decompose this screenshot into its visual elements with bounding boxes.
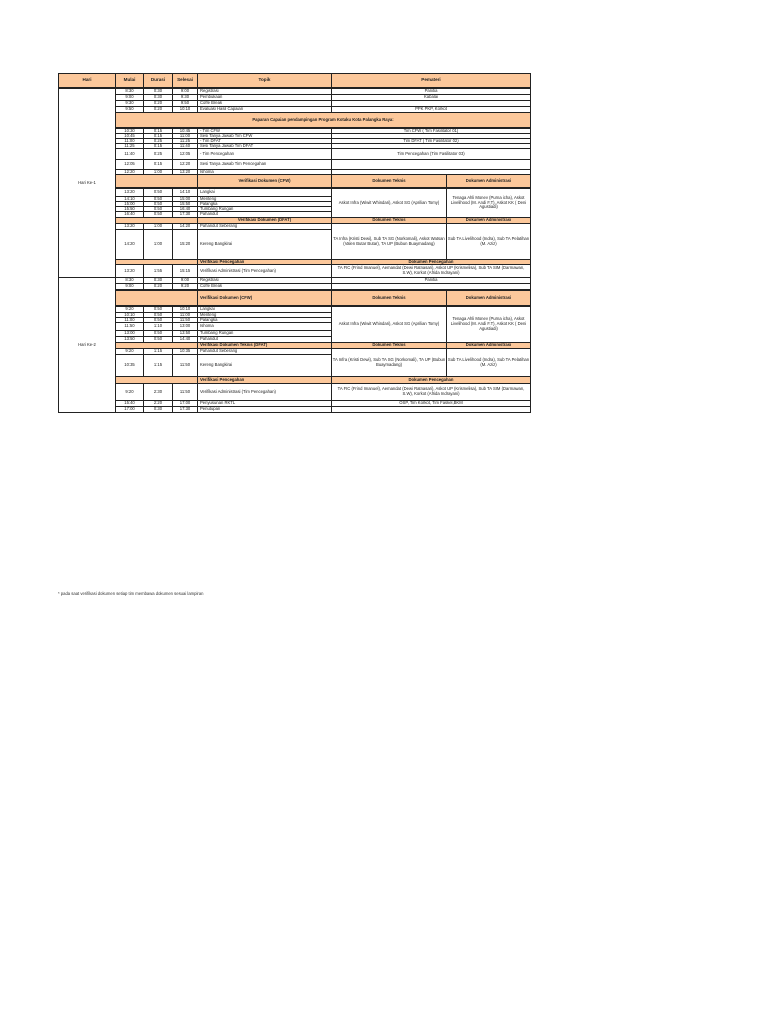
row-durasi: 1:00 <box>143 169 173 175</box>
row-mulai: 10:10 <box>115 312 144 318</box>
row-mulai: 13:20 <box>115 264 144 278</box>
row-durasi: 0:30 <box>143 88 173 95</box>
row-topik: Pahandut <box>197 211 332 218</box>
row-durasi: 0:50 <box>143 196 173 202</box>
row-selesai: 14:10 <box>172 188 198 197</box>
row-selesai: 16:40 <box>172 206 198 212</box>
row-selesai: 13:20 <box>172 169 198 175</box>
row-selesai: 12:20 <box>172 159 198 170</box>
row-selesai: 11:50 <box>172 317 198 323</box>
row-selesai: 15:20 <box>172 229 198 260</box>
pemateri-cell: Panitia <box>331 277 531 284</box>
row-selesai: 11:00 <box>172 133 198 139</box>
row-durasi: 0:50 <box>143 312 173 318</box>
teknis-title: Dokumen Teknis <box>331 342 447 349</box>
row-selesai: 12:05 <box>172 148 198 160</box>
row-durasi: 1:00 <box>143 223 173 230</box>
section-cfw: Verifikasi Dokumen (CFW) <box>197 290 332 306</box>
row-durasi: 0:50 <box>143 317 173 323</box>
row-topik: Verifikasi Administrasi (Tim Pencegahan) <box>197 383 332 401</box>
pemateri-cell: Tim CFW ( Tim Fasilitator 01) <box>331 128 531 134</box>
row-mulai: 9:30 <box>115 100 144 107</box>
row-durasi: 1:15 <box>143 354 173 377</box>
row-durasi: 2:30 <box>143 383 173 401</box>
row-mulai: 17:00 <box>115 406 144 413</box>
teknis-title: Dokumen Teknis <box>331 290 447 306</box>
row-selesai: 10:35 <box>172 348 198 355</box>
row-topik: Kereng Bangkirai <box>197 354 332 377</box>
row-topik: - Tim Pencegahan <box>197 148 332 160</box>
header-topik: Topik <box>197 73 332 88</box>
admin-title: Dokumen Administrasi <box>446 217 531 224</box>
header-mulai: Mulai <box>115 73 144 88</box>
row-topik: Ishoma <box>197 322 332 331</box>
admin-cell: Tenaga Ahli Monev (Purna icha), Askot Livelihood (M. Andi F.T), Askot KK ( Deni Agustiadi) <box>446 306 531 343</box>
pemateri-cell: Tim DFAT ( Tim Fasilitator 02) <box>331 138 531 144</box>
row-selesai: 9:50 <box>172 100 198 107</box>
row-topik: - Tim CFW <box>197 128 332 134</box>
row-mulai: 11:00 <box>115 317 144 323</box>
section-dfat: Verifikasi Dokumen (DFAT) <box>197 217 332 224</box>
row-topik: Penyusunan RKTL <box>197 400 332 407</box>
pemateri-cell <box>331 406 531 413</box>
admin-title: Dokumen Administrasi <box>446 290 531 306</box>
row-mulai: 11:00 <box>115 138 144 144</box>
row-durasi: 0:25 <box>143 148 173 160</box>
row-durasi: 1:00 <box>143 229 173 260</box>
header-pemateri: Pemateri <box>331 73 531 88</box>
row-selesai: 13:50 <box>172 330 198 337</box>
row-mulai: 10:45 <box>115 133 144 139</box>
row-durasi: 2:20 <box>143 400 173 407</box>
row-durasi: 0:25 <box>143 138 173 144</box>
row-topik: - Tim DFAT <box>197 138 332 144</box>
row-mulai: 9:20 <box>115 306 144 313</box>
row-selesai: 17:30 <box>172 406 198 413</box>
row-durasi: 0:30 <box>143 94 173 101</box>
row-selesai: 11:50 <box>172 354 198 377</box>
row-mulai: 9:00 <box>115 94 144 101</box>
row-durasi: 0:50 <box>143 211 173 218</box>
pemateri-cell: PPK PKP, Korkot <box>331 106 531 113</box>
row-topik: Pembukaan <box>197 94 332 101</box>
row-mulai: 9:50 <box>115 106 144 113</box>
row-mulai: 15:00 <box>115 201 144 207</box>
admin-cell: Tenaga Ahli Monev (Purna icha), Askot Livelihood (M. Andi F.T), Askot KK ( Deni Agustiadi) <box>446 188 531 218</box>
row-durasi: 1:55 <box>143 264 173 278</box>
pemateri-cell: Tim Pencegahan (Tim Fasilitator 03) <box>331 148 531 160</box>
row-topik: Verifikasi Administrasi (Tim Pencegahan) <box>197 264 332 278</box>
row-durasi: 0:20 <box>143 106 173 113</box>
row-durasi: 1:10 <box>143 322 173 331</box>
section-blank <box>115 174 198 188</box>
row-selesai: 10:10 <box>172 306 198 313</box>
pemateri-cell: OSP, Tim Korkot, Tim Faskel,BKM <box>331 400 531 407</box>
header-selesai: Selesai <box>172 73 198 88</box>
row-durasi: 0:50 <box>143 330 173 337</box>
row-mulai: 15:50 <box>115 206 144 212</box>
row-topik: Ishoma <box>197 169 332 175</box>
day-label: Hari Ke-2 <box>58 277 116 413</box>
row-durasi: 0:50 <box>143 188 173 197</box>
row-topik: Coffe Break <box>197 100 332 107</box>
admin-cell: Sub TA Livelihood (Indra), Sub TA Pelatihan (M. Aziz) <box>446 348 531 377</box>
header-durasi: Durasi <box>143 73 173 88</box>
section-paparan: Paparan Capaian pendampingan Program Kotaku Kota Palangka Raya: <box>115 112 531 128</box>
row-selesai: 11:40 <box>172 143 198 149</box>
row-selesai: 10:45 <box>172 128 198 134</box>
row-durasi: 0:20 <box>143 283 173 290</box>
row-selesai: 9:20 <box>172 283 198 290</box>
row-durasi: 0:50 <box>143 206 173 212</box>
row-durasi: 0:15 <box>143 133 173 139</box>
row-selesai: 14:40 <box>172 336 198 343</box>
row-selesai: 17:30 <box>172 211 198 218</box>
row-selesai: 11:50 <box>172 383 198 401</box>
row-selesai: 9:00 <box>172 277 198 284</box>
row-mulai: 14:20 <box>115 229 144 260</box>
row-mulai: 13:20 <box>115 223 144 230</box>
row-topik: Menteng <box>197 312 332 318</box>
row-selesai: 13:00 <box>172 322 198 331</box>
day-label: Hari Ke-1 <box>58 88 116 278</box>
section-dfat: Verifikasi Dokumen Teknis (DFAT) <box>197 342 332 349</box>
row-selesai: 9:30 <box>172 94 198 101</box>
row-mulai: 9:00 <box>115 283 144 290</box>
dokumen-pencegahan-title: Dokumen Pencegahan <box>331 376 531 384</box>
row-topik: Kereng Bangkirai <box>197 229 332 260</box>
row-mulai: 13:50 <box>115 336 144 343</box>
row-selesai: 17:00 <box>172 400 198 407</box>
row-topik: Tumbang Rungan <box>197 330 332 337</box>
row-durasi: 1:15 <box>143 348 173 355</box>
footnote: * pada saat verifikasi dokumen setiap tim membawa dokumen sesuai lampiran <box>58 591 204 596</box>
row-mulai: 14:10 <box>115 196 144 202</box>
row-mulai: 15:40 <box>115 400 144 407</box>
row-topik: Menteng <box>197 196 332 202</box>
row-topik: Coffe Break <box>197 283 332 290</box>
admin-cell: Sub TA Livelihood (Indra), Sub TA Pelatihan (M. Aziz) <box>446 223 531 260</box>
row-selesai: 11:25 <box>172 138 198 144</box>
teknis-cell: Askot Infra (Wiwit Whindari), Askot SG (Aprilian Tomy) <box>331 306 447 343</box>
row-topik: Pahandut <box>197 336 332 343</box>
row-mulai: 11:40 <box>115 148 144 160</box>
row-mulai: 8:30 <box>115 277 144 284</box>
row-mulai: 12:05 <box>115 159 144 170</box>
row-topik: Sesi Tanya Jawab Tim CFW <box>197 133 332 139</box>
pemateri-cell: TA FIC (Frind Imanuel), Aemandat (Dewi Ratnasari), Askot UP (Krismelisa), Sub TA SIM (Darmawan, S.W), Korkot (Afrida Indrayani) <box>331 264 531 278</box>
row-selesai: 15:50 <box>172 201 198 207</box>
row-durasi: 0:50 <box>143 336 173 343</box>
row-mulai: 12:20 <box>115 169 144 175</box>
row-selesai: 9:00 <box>172 88 198 95</box>
section-pencegahan: Verifikasi Pencegahan <box>197 376 332 384</box>
row-mulai: 13:00 <box>115 330 144 337</box>
row-topik: Palangka <box>197 201 332 207</box>
row-durasi: 0:50 <box>143 306 173 313</box>
row-mulai: 9:20 <box>115 383 144 401</box>
row-mulai: 16:40 <box>115 211 144 218</box>
row-durasi: 0:30 <box>143 277 173 284</box>
section-blank <box>115 290 198 306</box>
teknis-cell: TA Infra (Kristi Dewi), Sub TA SG (Norkomali), TA UP (Bubun Buaymadang) <box>331 348 447 377</box>
row-topik: Registrasi <box>197 88 332 95</box>
pemateri-cell <box>331 283 531 290</box>
row-topik: Sesi Tanya Jawab Tim Pencegahan <box>197 159 332 170</box>
teknis-title: Dokumen Teknis <box>331 174 447 188</box>
row-selesai: 14:20 <box>172 223 198 230</box>
row-topik: Penutupan <box>197 406 332 413</box>
pemateri-cell: Panitia <box>331 88 531 95</box>
admin-title: Dokumen Administrasi <box>446 342 531 349</box>
dokumen-pencegahan-title: Dokumen Pencegahan <box>331 259 531 265</box>
pemateri-cell: TA FIC (Frind Imanuel), Aemandat (Dewi Ratnasari), Askot UP (Krismelisa), Sub TA SIM (Darmawan, S.W), Korkot (Afrida Indrayani) <box>331 383 531 401</box>
row-topik: Sesi Tanya Jawab Tim DFAT <box>197 143 332 149</box>
row-durasi: 0:15 <box>143 143 173 149</box>
row-mulai: 13:20 <box>115 188 144 197</box>
section-cfw: Verifikasi Dokumen (CFW) <box>197 174 332 188</box>
header-hari: Hari <box>58 73 116 88</box>
row-durasi: 0:15 <box>143 128 173 134</box>
row-durasi: 0:20 <box>143 100 173 107</box>
row-durasi: 0:50 <box>143 201 173 207</box>
teknis-cell: TA Infra (Kristi Dewi), Sub TA SG (Norkomali), Askot Watsan (Valen Butar Butar), TA UP (Bubun Buaymadang) <box>331 223 447 260</box>
row-selesai: 11:00 <box>172 312 198 318</box>
row-topik: Pahandut Seberang <box>197 223 332 230</box>
row-topik: Langkai <box>197 306 332 313</box>
row-mulai: 11:50 <box>115 322 144 331</box>
row-durasi: 0:30 <box>143 406 173 413</box>
row-mulai: 11:25 <box>115 143 144 149</box>
row-mulai: 10:35 <box>115 354 144 377</box>
row-selesai: 10:10 <box>172 106 198 113</box>
row-mulai: 9:20 <box>115 348 144 355</box>
row-durasi: 0:15 <box>143 159 173 170</box>
admin-title: Dokumen Administrasi <box>446 174 531 188</box>
row-topik: Palangka <box>197 317 332 323</box>
row-topik: Langkai <box>197 188 332 197</box>
row-mulai: 10:30 <box>115 128 144 134</box>
section-pencegahan: Verifikasi Pencegahan <box>197 259 332 265</box>
row-topik: Tumbang Rungan <box>197 206 332 212</box>
teknis-cell: Askot Infra (Wiwit Whindari), Askot SG (Aprilian Tomy) <box>331 188 447 218</box>
pemateri-cell: Kabalai <box>331 94 531 101</box>
row-topik: Registrasi <box>197 277 332 284</box>
row-selesai: 15:00 <box>172 196 198 202</box>
row-topik: Evaluasi Hasil Capaian <box>197 106 332 113</box>
row-mulai: 8:30 <box>115 88 144 95</box>
teknis-title: Dokumen Teknis <box>331 217 447 224</box>
row-topik: Pahandut Seberang <box>197 348 332 355</box>
row-selesai: 15:15 <box>172 264 198 278</box>
